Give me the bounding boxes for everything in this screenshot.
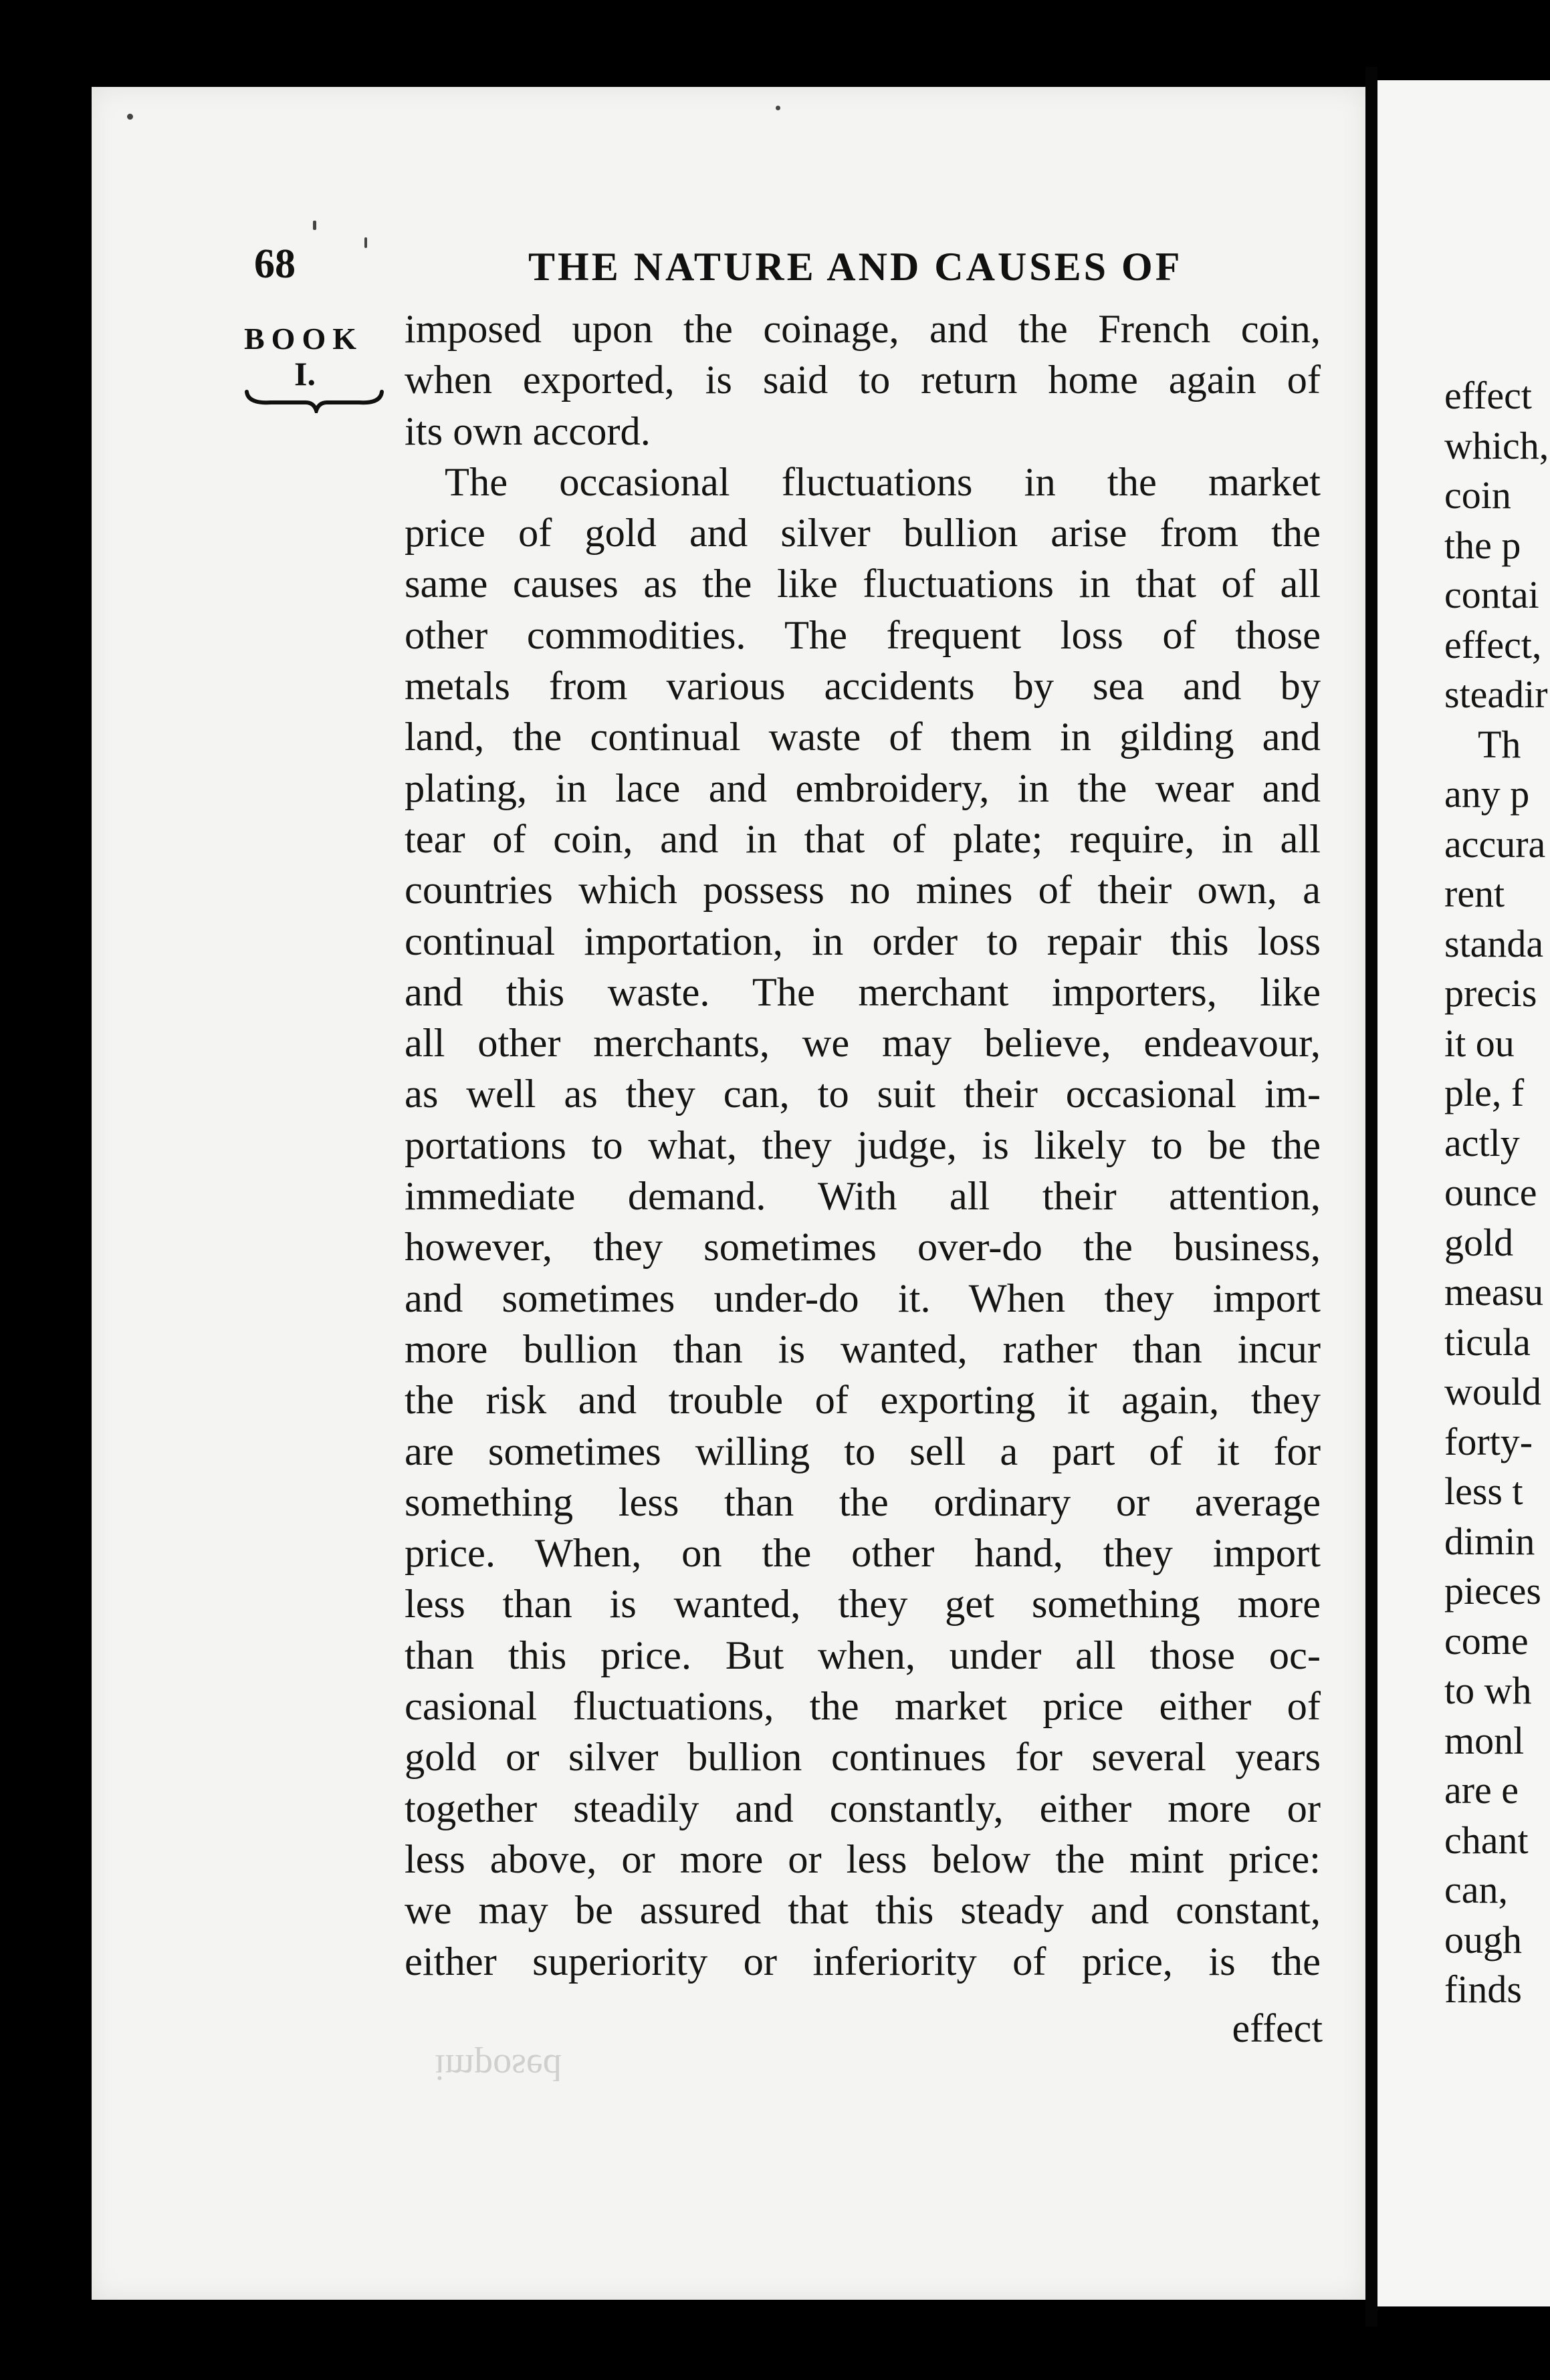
text-line: casional fluctuations, the market price either of xyxy=(405,1684,1321,1730)
ink-speck xyxy=(364,237,367,248)
text-line: imposed upon the coinage, and the French coin, xyxy=(405,307,1321,352)
body-text xyxy=(405,304,1321,1988)
facing-line: ticula xyxy=(1444,1320,1531,1364)
facing-line: actly xyxy=(1444,1120,1520,1165)
text-line: countries which possess no mines of their own, a xyxy=(405,868,1321,913)
facing-line: rent xyxy=(1444,872,1505,915)
facing-line: monl xyxy=(1444,1718,1525,1762)
facing-line: to wh xyxy=(1444,1669,1532,1712)
facing-line: any p xyxy=(1444,772,1530,816)
facing-line: Th xyxy=(1478,722,1521,766)
facing-line: it ou xyxy=(1444,1021,1515,1065)
text-line: land, the continual waste of them in gilding and xyxy=(405,715,1321,760)
text-line: all other merchants, we may believe, endeavour, xyxy=(405,1021,1321,1066)
page-number: 68 xyxy=(254,241,296,287)
text-line: continual importation, in order to repair this loss xyxy=(405,919,1321,964)
margin-note-book: BOOK xyxy=(244,322,364,356)
text-line: metals from various accidents by sea and by xyxy=(405,664,1321,709)
text-line: are sometimes willing to sell a part of it for xyxy=(405,1429,1321,1474)
text-line: however, they sometimes over-do the business, xyxy=(405,1225,1321,1270)
facing-line: are e xyxy=(1444,1768,1519,1812)
facing-line: precis xyxy=(1444,971,1537,1015)
facing-line: accura xyxy=(1444,822,1546,866)
text-line: and sometimes under-do it. When they import xyxy=(405,1276,1321,1321)
facing-line: coin xyxy=(1444,473,1511,517)
text-line: the risk and trouble of exporting it again, they xyxy=(405,1378,1321,1423)
text-line: gold or silver bullion continues for several years xyxy=(405,1735,1321,1780)
facing-line: ough xyxy=(1444,1917,1522,1961)
text-line: portations to what, they judge, is likely to be the xyxy=(405,1122,1321,1168)
text-line: less than is wanted, they get something more xyxy=(405,1582,1321,1627)
text-line: less above, or more or less below the mint price: xyxy=(405,1836,1321,1882)
facing-line: forty- xyxy=(1444,1419,1533,1463)
ink-speck xyxy=(776,106,780,110)
text-line: as well as they can, to suit their occasional im- xyxy=(405,1072,1321,1117)
facing-line: ple, f xyxy=(1444,1071,1525,1114)
text-line: than this price. But when, under all those oc- xyxy=(405,1633,1321,1678)
text-line: immediate demand. With all their attention, xyxy=(405,1174,1321,1219)
text-line: something less than the ordinary or average xyxy=(405,1479,1321,1525)
facing-line: can, xyxy=(1444,1868,1508,1911)
text-line: tear of coin, and in that of plate; require, in all xyxy=(405,816,1321,862)
facing-line: effect xyxy=(1444,374,1532,417)
facing-line: measu xyxy=(1444,1270,1544,1314)
facing-line: come xyxy=(1444,1619,1529,1663)
text-line: when exported, is said to return home again of xyxy=(405,358,1321,403)
text-line: together steadily and constantly, either more or xyxy=(405,1786,1321,1831)
facing-line: pieces xyxy=(1444,1569,1541,1613)
text-line: price of gold and silver bullion arise from the xyxy=(405,511,1321,556)
facing-line: less t xyxy=(1444,1469,1523,1513)
text-line: price. When, on the other hand, they import xyxy=(405,1531,1321,1576)
text-line: more bullion than is wanted, rather than incur xyxy=(405,1326,1321,1372)
catchword: effect xyxy=(1232,2006,1323,2050)
facing-page-text xyxy=(1444,371,1549,2015)
facing-line: chant xyxy=(1444,1818,1529,1862)
facing-line: the p xyxy=(1444,523,1521,567)
facing-line: finds xyxy=(1444,1968,1522,2011)
facing-line: dimin xyxy=(1444,1519,1535,1563)
facing-line: gold xyxy=(1444,1220,1514,1264)
ink-speck xyxy=(313,221,316,230)
facing-line: contai xyxy=(1444,573,1539,616)
curly-brace-icon xyxy=(244,386,384,413)
text-line: other commodities. The frequent loss of those xyxy=(405,612,1321,658)
facing-line: effect, xyxy=(1444,622,1542,667)
facing-line: ounce xyxy=(1444,1171,1537,1214)
ink-speck xyxy=(127,114,133,120)
running-head: THE NATURE AND CAUSES OF xyxy=(528,245,1183,289)
book-gutter xyxy=(1365,67,1377,2327)
text-line: its own accord. xyxy=(405,408,651,454)
facing-page xyxy=(1377,80,1550,2306)
margin-note-number: I. xyxy=(294,355,316,392)
facing-line: would xyxy=(1444,1370,1541,1413)
text-line: we may be assured that this steady and constant, xyxy=(405,1888,1321,1933)
facing-line: which, xyxy=(1444,423,1549,467)
text-line: plating, in lace and embroidery, in the wear and xyxy=(405,765,1321,811)
facing-line: steadir xyxy=(1444,673,1548,716)
text-line: The occasional fluctuations in the market xyxy=(445,459,1321,505)
text-line: same causes as the like fluctuations in that of all xyxy=(405,562,1321,607)
bleed-through-text: imposed xyxy=(435,2046,562,2088)
text-line: either superiority or inferiority of price, is the xyxy=(405,1939,1321,1984)
text-line: and this waste. The merchant importers, like xyxy=(405,969,1321,1015)
facing-line: standa xyxy=(1444,921,1544,965)
